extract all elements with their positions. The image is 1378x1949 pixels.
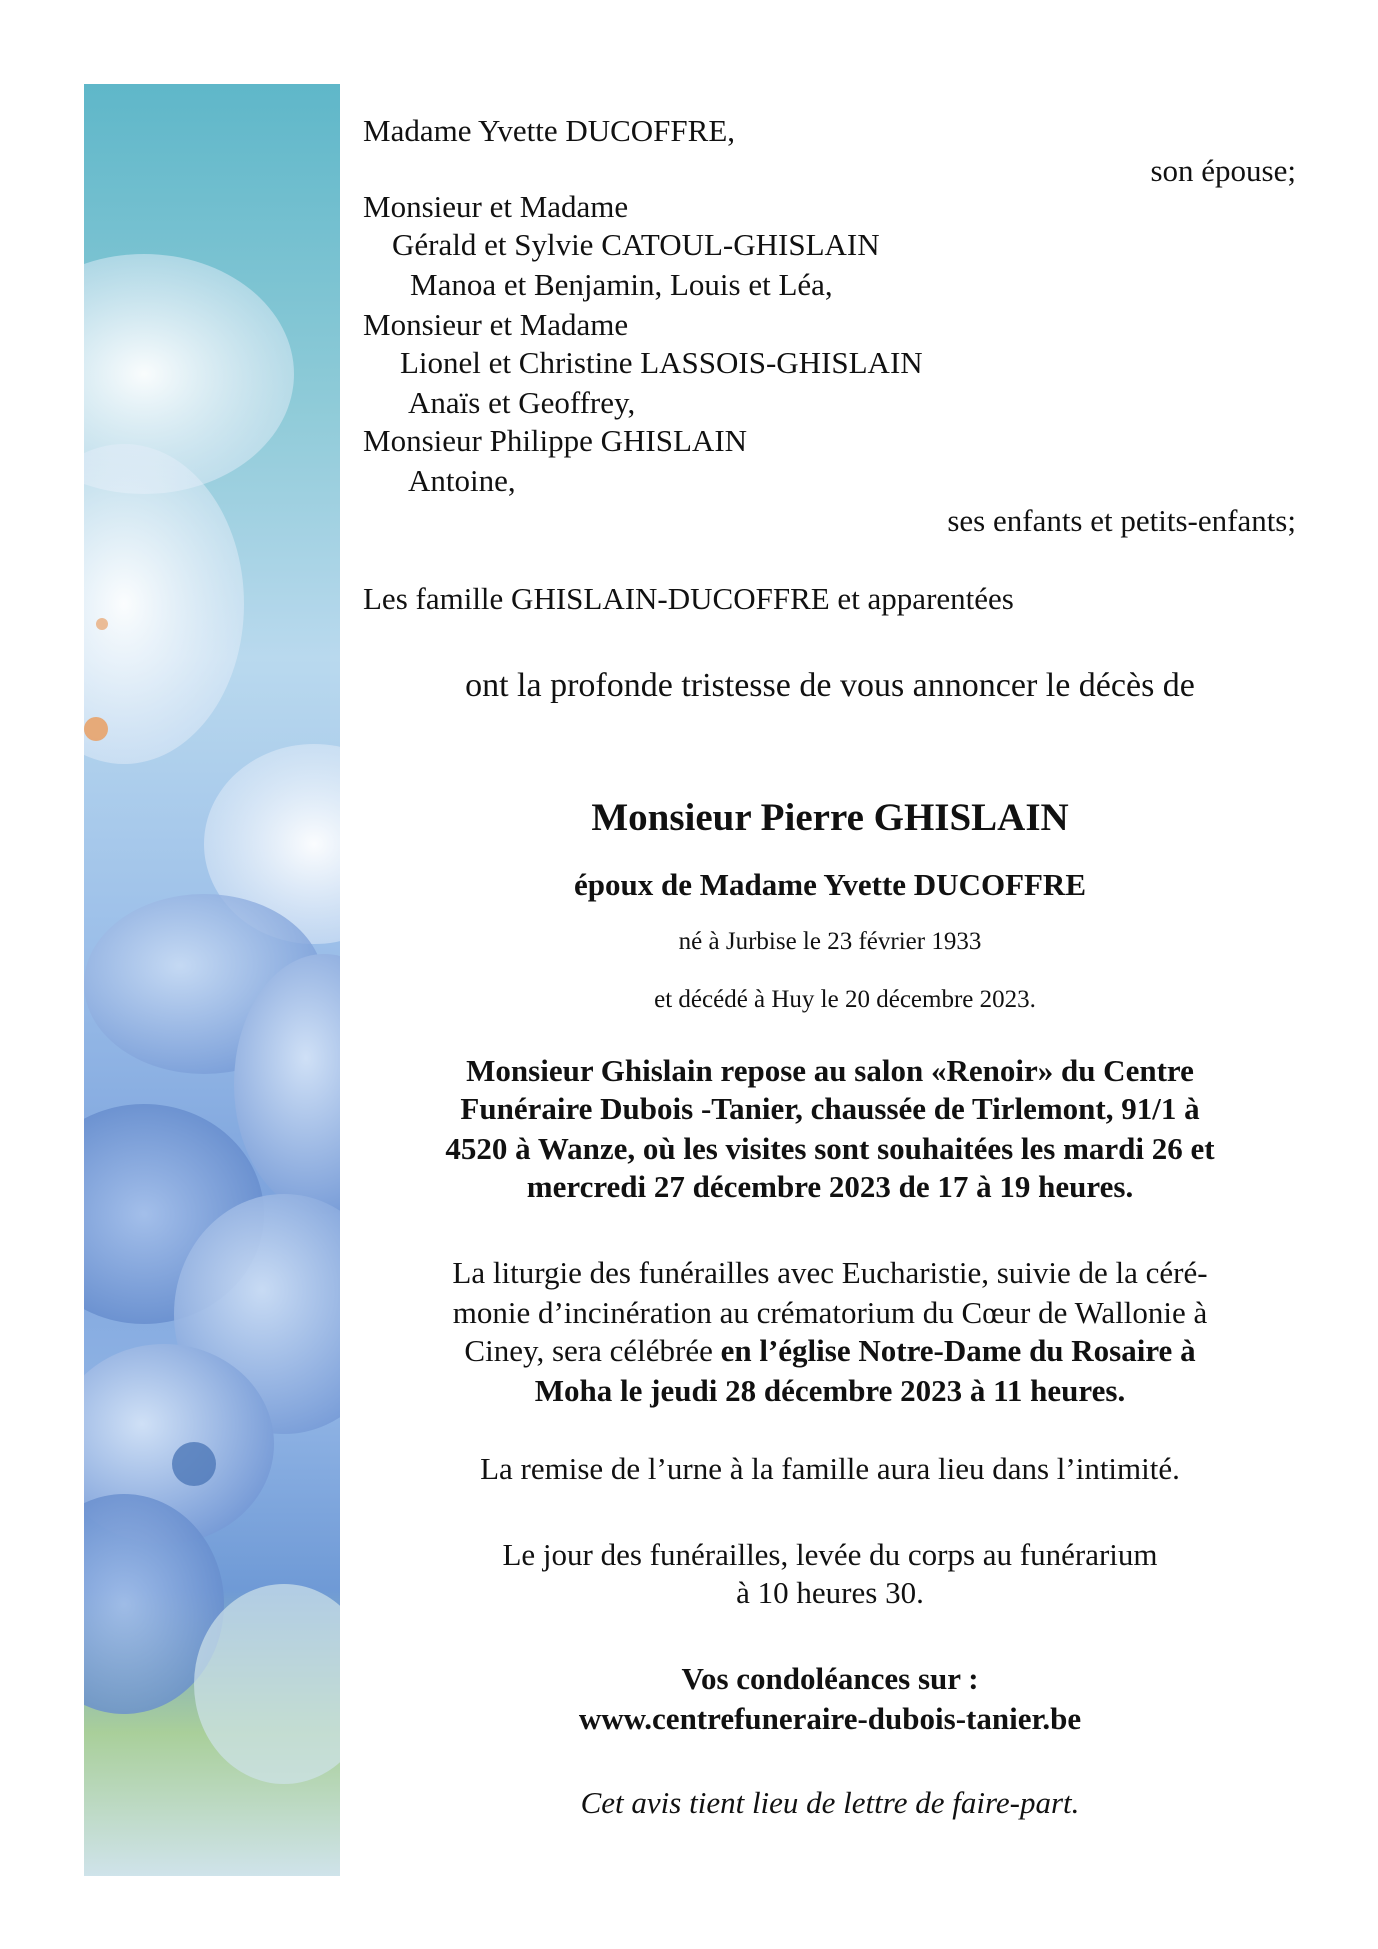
liturgy-line-4: Moha le jeudi 28 décembre 2023 à 11 heures. xyxy=(534,1373,1126,1408)
condolences-url[interactable]: www.centrefuneraire-dubois-tanier.be xyxy=(578,1701,1082,1736)
child2-names: Lionel et Christine LASSOIS-GHISLAIN xyxy=(400,345,923,380)
urn-note: La remise de l’urne à la famille aura lieu dans l’intimité. xyxy=(480,1451,1180,1486)
liturgy-line-2: monie d’incinération au crématorium du Cœur de Wallonie à xyxy=(452,1295,1208,1330)
announcement-line: ont la profonde tristesse de vous annoncer le décès de xyxy=(465,667,1195,704)
visitation-line-1: Monsieur Ghislain repose au salon «Renoir» du Centre xyxy=(466,1053,1194,1088)
liturgy-line-3-bold: en l’église Notre-Dame du Rosaire à xyxy=(720,1333,1196,1368)
liturgy-line-3 xyxy=(365,1332,1295,1370)
spouse-name: Madame Yvette DUCOFFRE, xyxy=(363,113,736,148)
procession-line-2: à 10 heures 30. xyxy=(736,1575,924,1610)
liturgy-line-3-regular: Ciney, sera célébrée xyxy=(464,1333,721,1368)
child3-name: Monsieur Philippe GHISLAIN xyxy=(363,423,748,458)
visitation-line-3: 4520 à Wanze, où les visites sont souhaitées les mardi 26 et xyxy=(445,1131,1215,1166)
condolences-label: Vos condoléances sur : xyxy=(681,1661,979,1696)
liturgy-line-1: La liturgie des funérailles avec Eucharistie, suivie de la céré- xyxy=(452,1255,1208,1290)
deceased-name: Monsieur Pierre GHISLAIN xyxy=(591,796,1069,839)
hydrangea-image xyxy=(84,84,340,1876)
child1-grandchildren: Manoa et Benjamin, Louis et Léa, xyxy=(410,267,833,302)
extended-families: Les famille GHISLAIN-DUCOFFRE et apparentées xyxy=(363,581,1014,616)
child1-title: Monsieur et Madame xyxy=(363,189,629,224)
flower-petals-illustration xyxy=(84,84,340,1876)
deceased-spouse-line: époux de Madame Yvette DUCOFFRE xyxy=(574,867,1086,902)
child3-grandchildren: Antoine, xyxy=(408,463,516,498)
birth-line: né à Jurbise le 23 février 1933 xyxy=(678,928,982,955)
child2-grandchildren: Anaïs et Geoffrey, xyxy=(408,385,636,420)
child2-title: Monsieur et Madame xyxy=(363,307,629,342)
visitation-line-4: mercredi 27 décembre 2023 de 17 à 19 heures. xyxy=(526,1169,1134,1204)
death-line: et décédé à Huy le 20 décembre 2023. xyxy=(654,986,1036,1013)
children-role: ses enfants et petits-enfants; xyxy=(947,503,1296,538)
spouse-role: son épouse; xyxy=(1150,153,1296,188)
child1-names: Gérald et Sylvie CATOUL-GHISLAIN xyxy=(392,227,880,262)
footer-note: Cet avis tient lieu de lettre de faire-part. xyxy=(580,1785,1080,1820)
procession-line-1: Le jour des funérailles, levée du corps au funérarium xyxy=(502,1537,1158,1572)
visitation-line-2: Funéraire Dubois -Tanier, chaussée de Tirlemont, 91/1 à xyxy=(460,1091,1200,1126)
